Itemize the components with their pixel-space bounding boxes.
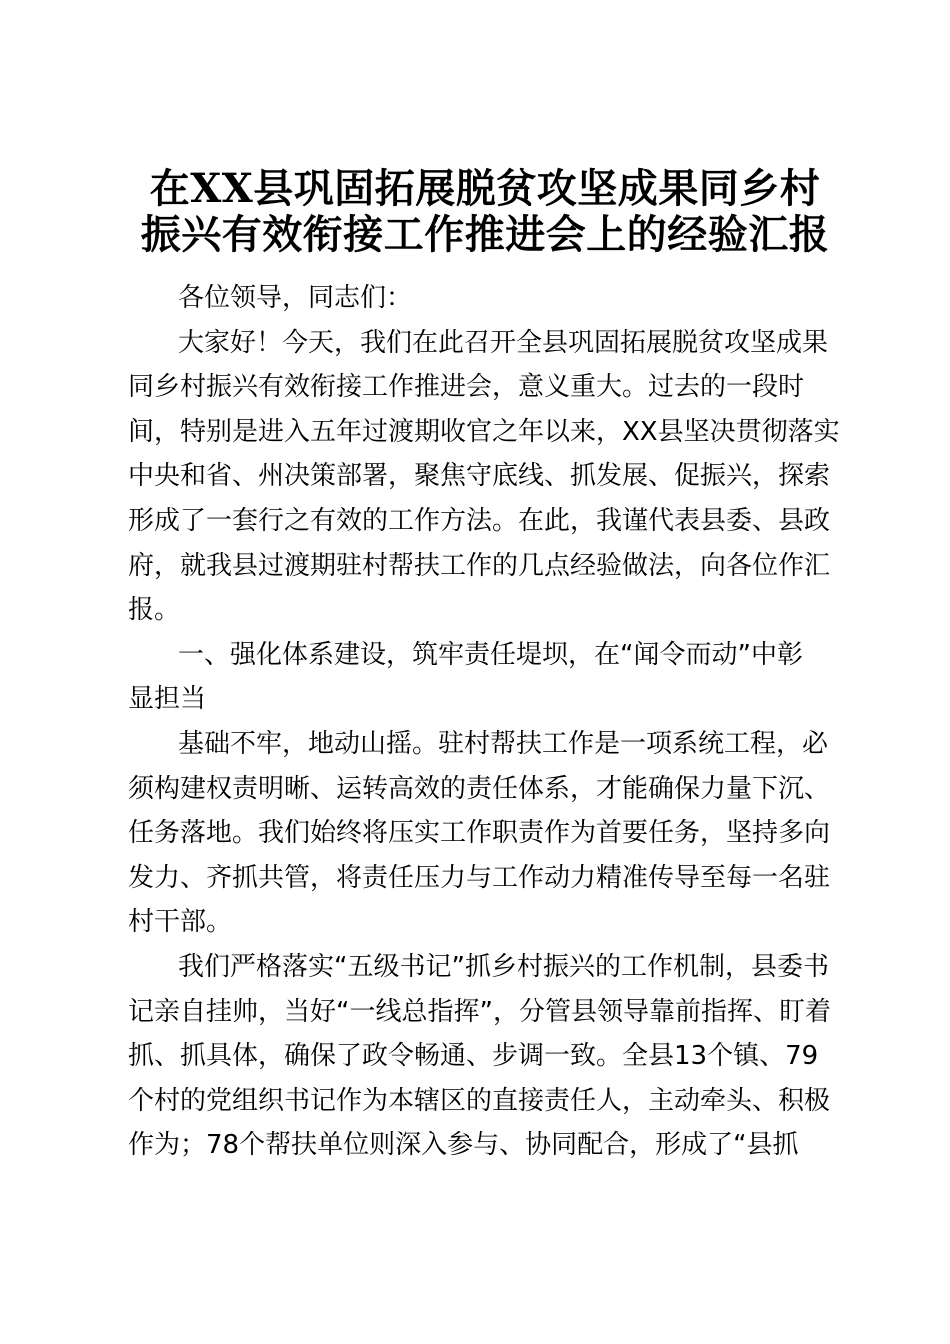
title-line: 在XX县巩固拓展脱贫攻坚成果同乡村 [149, 165, 821, 212]
text-line: 府，就我县过渡期驻村帮扶工作的几点经验做法，向各位作汇 [128, 550, 831, 581]
text-line: 同乡村振兴有效衔接工作推进会，意义重大。过去的一段时 [128, 372, 805, 403]
text-line: 中央和省、州决策部署，聚焦守底线、抓发展、促振兴，探索 [128, 461, 831, 492]
paragraph-mechanism [128, 945, 831, 1168]
salutation: 各位领导，同志们： [178, 283, 413, 313]
paragraph-foundation [128, 722, 831, 945]
text-line: 抓、抓具体，确保了政令畅通、步调一致。全县13个镇、79 [128, 1041, 819, 1072]
section-heading-1 [128, 633, 828, 722]
text-line: 作为；78个帮扶单位则深入参与、协同配合，形成了“县抓 [128, 1130, 799, 1161]
text-line: 发力、齐抓共管，将责任压力与工作动力精准传导至每一名驻 [128, 862, 831, 893]
text-line: 须构建权责明晰、运转高效的责任体系，才能确保力量下沉、 [128, 773, 831, 804]
text-line: 村干部。 [128, 907, 233, 938]
heading-line: 显担当 [128, 684, 207, 715]
text-line: 形成了一套行之有效的工作方法。在此，我谨代表县委、县政 [128, 505, 831, 536]
text-line: 大家好！今天，我们在此召开全县巩固拓展脱贫攻坚成果 [178, 327, 829, 358]
text-line: 任务落地。我们始终将压实工作职责作为首要任务，坚持多向 [128, 818, 831, 849]
text-line: 记亲自挂帅，当好“一线总指挥”，分管县领导靠前指挥、盯着 [128, 996, 831, 1027]
text-line: 报。 [128, 595, 181, 626]
title-line: 振兴有效衔接工作推进会上的经验汇报 [140, 211, 830, 258]
document-title [100, 166, 870, 258]
paragraph-intro [128, 321, 840, 633]
text-line: 基础不牢，地动山摇。驻村帮扶工作是一项系统工程，必 [178, 728, 829, 759]
text-line: 间，特别是进入五年过渡期收官之年以来，XX县坚决贯彻落实 [128, 416, 840, 447]
text-line: 我们严格落实“五级书记”抓乡村振兴的工作机制，县委书 [178, 951, 829, 982]
heading-line: 一、强化体系建设，筑牢责任堤坝，在“闻令而动”中彰 [178, 639, 803, 670]
document-body [128, 276, 840, 1168]
text-line: 个村的党组织书记作为本辖区的直接责任人，主动牵头、积极 [128, 1085, 831, 1116]
